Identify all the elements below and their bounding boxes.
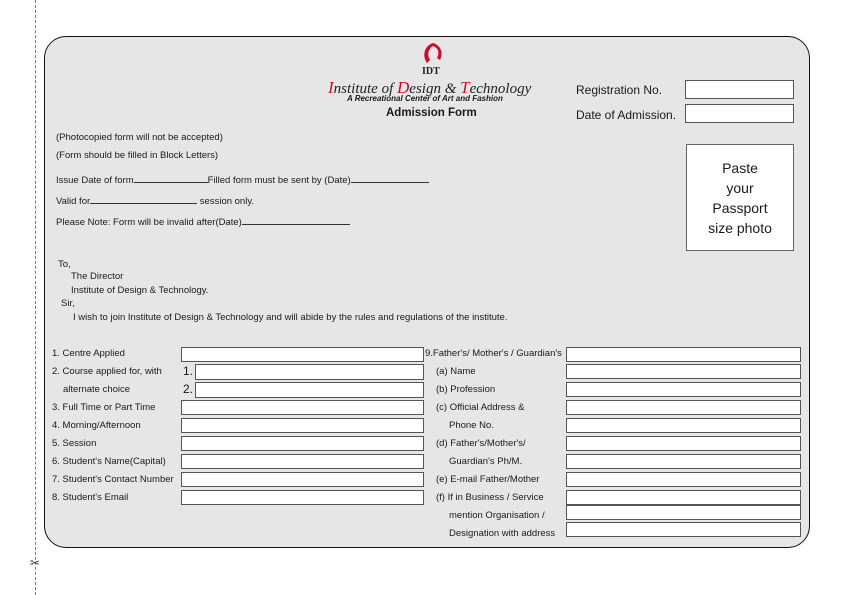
- course-alt-label: alternate choice: [63, 384, 131, 395]
- binding-margin-line: [35, 0, 36, 595]
- address-field[interactable]: [566, 400, 801, 415]
- email-field[interactable]: [181, 490, 424, 505]
- photo-instruction: Paste your Passport size photo: [708, 159, 772, 236]
- shift-label: 4. Morning/Afternoon: [52, 420, 141, 431]
- course-label: 2. Course applied for, with: [52, 366, 162, 377]
- scissors-icon: ✂: [30, 556, 41, 570]
- guardian-phone-label: (d) Father's/Mother's/: [436, 438, 526, 449]
- choice-2-label: 2.: [183, 382, 194, 396]
- session-field[interactable]: [181, 436, 424, 451]
- centre-label: 1. Centre Applied: [52, 348, 125, 359]
- issue-date-blank[interactable]: [134, 173, 208, 183]
- institute-name-initial: T: [460, 78, 470, 97]
- passport-photo-box: [686, 144, 794, 251]
- idt-logo: [418, 40, 448, 78]
- letter-institute: Institute of Design & Technology.: [71, 285, 209, 296]
- registration-field[interactable]: [685, 80, 794, 99]
- invalid-after-blank[interactable]: [242, 215, 350, 225]
- student-name-field[interactable]: [181, 454, 424, 469]
- course-choice-1-field[interactable]: [195, 364, 424, 380]
- registration-label: Registration No.: [576, 83, 663, 97]
- profession-label: (b) Profession: [436, 384, 496, 395]
- letter-to: To,: [58, 259, 71, 270]
- photocopy-note: (Photocopied form will not be accepted): [56, 132, 223, 143]
- invalid-after-line: [56, 215, 350, 228]
- choice-1-label: 1.: [183, 364, 194, 378]
- institute-name-part: nstitute of: [333, 81, 398, 97]
- sent-by-blank[interactable]: [351, 173, 429, 183]
- admission-date-field[interactable]: [685, 104, 794, 123]
- phone-label: Phone No.: [449, 420, 494, 431]
- block-letters-note: (Form should be filled in Block Letters): [56, 150, 219, 161]
- logo-text: IDT: [422, 66, 440, 77]
- guardian-email-label: (e) E-mail Father/Mother: [436, 474, 540, 485]
- student-name-label: 6. Student's Name(Capital): [52, 456, 166, 467]
- guardian-phone-field[interactable]: [566, 436, 801, 451]
- time-label: 3. Full Time or Part Time: [52, 402, 156, 413]
- phone-field[interactable]: [566, 418, 801, 433]
- business-label: (f) If in Business / Service: [436, 492, 544, 503]
- institute-name-part: echnology: [469, 81, 532, 97]
- institute-name-initial: D: [397, 78, 410, 97]
- shift-field[interactable]: [181, 418, 424, 433]
- email-label: 8. Student's Email: [52, 492, 129, 503]
- institute-name-part: esign &: [409, 81, 461, 97]
- contact-field[interactable]: [181, 472, 424, 487]
- valid-for-blank[interactable]: [90, 194, 197, 204]
- guardian-phone-label-2: Guardian's Ph/M.: [449, 456, 523, 467]
- guardian-name-label: (a) Name: [436, 366, 476, 377]
- guardian-email-field[interactable]: [566, 472, 801, 487]
- session-label: 5. Session: [52, 438, 97, 449]
- issue-date-label: Issue Date of form: [56, 175, 134, 186]
- organisation-label: mention Organisation /: [449, 510, 545, 521]
- centre-field[interactable]: [181, 347, 424, 362]
- valid-for-line: [56, 194, 254, 207]
- address-label: (c) Official Address &: [436, 402, 525, 413]
- admission-date-label: Date of Admission.: [576, 108, 677, 122]
- valid-for-label: Valid for: [56, 196, 91, 207]
- letter-salutation: Sir,: [61, 298, 75, 309]
- invalid-after-label: Please Note: Form will be invalid after(Date): [56, 217, 242, 228]
- session-only-label: session only.: [199, 196, 255, 207]
- guardian-phone-field-2[interactable]: [566, 454, 801, 469]
- designation-label: Designation with address: [449, 528, 556, 539]
- guardian-name-field[interactable]: [566, 364, 801, 379]
- business-field[interactable]: [566, 490, 801, 505]
- letter-addressee: The Director: [71, 271, 124, 282]
- contact-label: 7. Student's Contact Number: [52, 474, 174, 485]
- guardian-field[interactable]: [566, 347, 801, 362]
- designation-field[interactable]: [566, 522, 801, 537]
- issue-date-line: [56, 173, 429, 186]
- time-field[interactable]: [181, 400, 424, 415]
- profession-field[interactable]: [566, 382, 801, 397]
- organisation-field[interactable]: [566, 505, 801, 520]
- sent-by-label: Filled form must be sent by (Date): [207, 175, 351, 186]
- institute-name-initial: I: [328, 78, 334, 97]
- form-title: Admission Form: [386, 107, 477, 119]
- course-choice-2-field[interactable]: [195, 382, 424, 398]
- letter-body: I wish to join Institute of Design & Technology and will abide by the rules and regulations of the institute.: [73, 312, 508, 323]
- guardian-label: 9.Father's/ Mother's / Guardian's: [425, 348, 562, 359]
- institute-tagline: A Recreational Center of Art and Fashion: [347, 94, 503, 103]
